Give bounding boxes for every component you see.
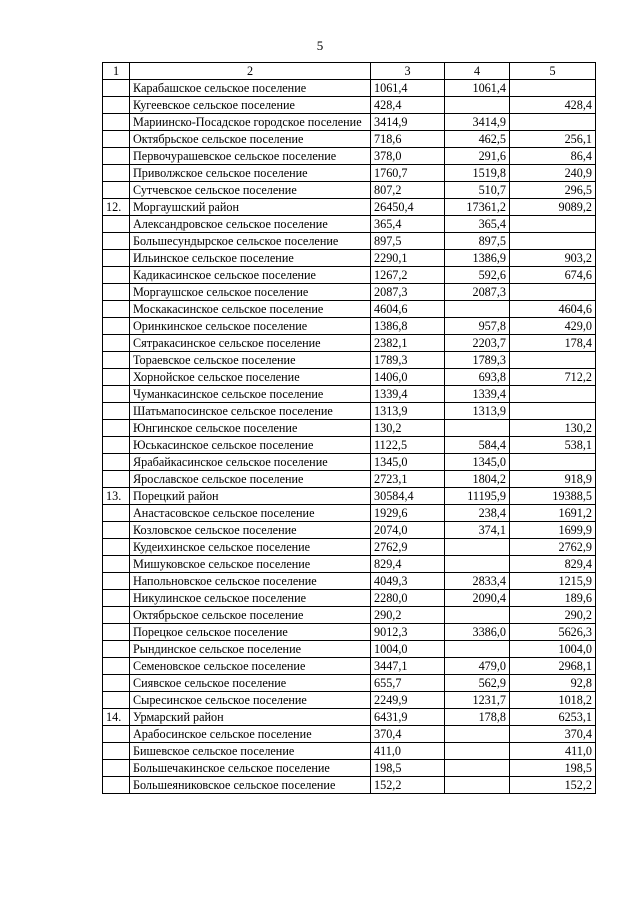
amount-col-5: 918,9 — [510, 471, 596, 488]
row-name: Карабашское сельское поселение — [130, 80, 371, 97]
row-name: Хорнойское сельское поселение — [130, 369, 371, 386]
table-row — [103, 522, 596, 539]
total-amount: 290,2 — [371, 607, 445, 624]
amount-col-4: 897,5 — [445, 233, 510, 250]
row-name: Порецкий район — [130, 488, 371, 505]
budget-table — [102, 62, 596, 794]
total-amount: 1267,2 — [371, 267, 445, 284]
amount-col-5: 296,5 — [510, 182, 596, 199]
amount-col-4 — [445, 301, 510, 318]
row-index: 14. — [103, 709, 130, 726]
table-row — [103, 760, 596, 777]
row-index — [103, 471, 130, 488]
table-row — [103, 216, 596, 233]
total-amount: 2074,0 — [371, 522, 445, 539]
amount-col-4: 1386,9 — [445, 250, 510, 267]
amount-col-5: 538,1 — [510, 437, 596, 454]
row-index — [103, 607, 130, 624]
table-row — [103, 590, 596, 607]
row-index — [103, 250, 130, 267]
amount-col-4: 17361,2 — [445, 199, 510, 216]
total-amount: 4049,3 — [371, 573, 445, 590]
row-index — [103, 743, 130, 760]
amount-col-4: 1345,0 — [445, 454, 510, 471]
amount-col-5: 189,6 — [510, 590, 596, 607]
total-amount: 1789,3 — [371, 352, 445, 369]
total-amount: 2249,9 — [371, 692, 445, 709]
column-number-row — [103, 63, 596, 80]
total-amount: 2762,9 — [371, 539, 445, 556]
total-amount: 655,7 — [371, 675, 445, 692]
row-index — [103, 114, 130, 131]
row-index: 13. — [103, 488, 130, 505]
row-name: Первочурашевское сельское поселение — [130, 148, 371, 165]
amount-col-4: 2203,7 — [445, 335, 510, 352]
row-index — [103, 522, 130, 539]
amount-col-4: 462,5 — [445, 131, 510, 148]
row-index: 12. — [103, 199, 130, 216]
row-index — [103, 777, 130, 794]
total-amount: 198,5 — [371, 760, 445, 777]
row-name: Ярабайкасинское сельское поселение — [130, 454, 371, 471]
table-row — [103, 420, 596, 437]
table-row — [103, 148, 596, 165]
amount-col-5: 2968,1 — [510, 658, 596, 675]
row-name: Рындинское сельское поселение — [130, 641, 371, 658]
amount-col-5: 92,8 — [510, 675, 596, 692]
amount-col-4: 693,8 — [445, 369, 510, 386]
amount-col-5 — [510, 114, 596, 131]
amount-col-5: 1691,2 — [510, 505, 596, 522]
table-row — [103, 641, 596, 658]
row-index — [103, 131, 130, 148]
amount-col-4 — [445, 539, 510, 556]
total-amount: 378,0 — [371, 148, 445, 165]
table-row — [103, 573, 596, 590]
table-row — [103, 624, 596, 641]
amount-col-4: 1804,2 — [445, 471, 510, 488]
amount-col-5: 290,2 — [510, 607, 596, 624]
amount-col-4 — [445, 420, 510, 437]
row-index — [103, 403, 130, 420]
amount-col-5: 198,5 — [510, 760, 596, 777]
amount-col-4: 374,1 — [445, 522, 510, 539]
amount-col-4 — [445, 607, 510, 624]
total-amount: 2723,1 — [371, 471, 445, 488]
amount-col-4 — [445, 777, 510, 794]
row-index — [103, 590, 130, 607]
amount-col-4: 291,6 — [445, 148, 510, 165]
amount-col-4 — [445, 760, 510, 777]
row-name: Моргаушский район — [130, 199, 371, 216]
row-name: Большесундырское сельское поселение — [130, 233, 371, 250]
table-row — [103, 471, 596, 488]
table-body — [103, 80, 596, 794]
amount-col-5: 2762,9 — [510, 539, 596, 556]
table-row — [103, 97, 596, 114]
total-amount: 1345,0 — [371, 454, 445, 471]
total-amount: 2280,0 — [371, 590, 445, 607]
row-index — [103, 505, 130, 522]
row-name: Бишевское сельское поселение — [130, 743, 371, 760]
table-row — [103, 675, 596, 692]
amount-col-4: 238,4 — [445, 505, 510, 522]
table-row — [103, 199, 596, 216]
amount-col-5: 370,4 — [510, 726, 596, 743]
table-row — [103, 403, 596, 420]
total-amount: 370,4 — [371, 726, 445, 743]
row-index — [103, 539, 130, 556]
amount-col-5 — [510, 454, 596, 471]
row-index — [103, 80, 130, 97]
total-amount: 30584,4 — [371, 488, 445, 505]
amount-col-4 — [445, 743, 510, 760]
amount-col-4: 2087,3 — [445, 284, 510, 301]
row-name: Юськасинское сельское поселение — [130, 437, 371, 454]
page-number: 5 — [316, 38, 324, 53]
row-name: Ильинское сельское поселение — [130, 250, 371, 267]
row-name: Приволжское сельское поселение — [130, 165, 371, 182]
total-amount: 2382,1 — [371, 335, 445, 352]
row-name: Анастасовское сельское поселение — [130, 505, 371, 522]
amount-col-4: 1061,4 — [445, 80, 510, 97]
column-number-5: 5 — [510, 63, 596, 80]
row-name: Оринкинское сельское поселение — [130, 318, 371, 335]
total-amount: 2290,1 — [371, 250, 445, 267]
amount-col-5: 1699,9 — [510, 522, 596, 539]
row-name: Сутчевское сельское поселение — [130, 182, 371, 199]
row-name: Большечакинское сельское поселение — [130, 760, 371, 777]
amount-col-5: 6253,1 — [510, 709, 596, 726]
amount-col-4: 2090,4 — [445, 590, 510, 607]
table-row — [103, 607, 596, 624]
table-row — [103, 709, 596, 726]
amount-col-5: 674,6 — [510, 267, 596, 284]
row-index — [103, 658, 130, 675]
row-index — [103, 760, 130, 777]
total-amount: 2087,3 — [371, 284, 445, 301]
table-row — [103, 437, 596, 454]
amount-col-5 — [510, 233, 596, 250]
total-amount: 26450,4 — [371, 199, 445, 216]
column-number-4: 4 — [445, 63, 510, 80]
row-index — [103, 454, 130, 471]
amount-col-4 — [445, 641, 510, 658]
total-amount: 1929,6 — [371, 505, 445, 522]
table-row — [103, 267, 596, 284]
table-row — [103, 743, 596, 760]
table-row — [103, 352, 596, 369]
table-row — [103, 726, 596, 743]
amount-col-5: 86,4 — [510, 148, 596, 165]
amount-col-5: 903,2 — [510, 250, 596, 267]
amount-col-4: 3414,9 — [445, 114, 510, 131]
amount-col-4: 1339,4 — [445, 386, 510, 403]
amount-col-4: 3386,0 — [445, 624, 510, 641]
row-name: Сятракасинское сельское поселение — [130, 335, 371, 352]
table-row — [103, 165, 596, 182]
row-index — [103, 182, 130, 199]
table-row — [103, 539, 596, 556]
amount-col-4: 365,4 — [445, 216, 510, 233]
row-name: Москакасинское сельское поселение — [130, 301, 371, 318]
row-name: Мариинско-Посадское городское поселение — [130, 114, 371, 131]
amount-col-4: 178,8 — [445, 709, 510, 726]
row-name: Александровское сельское поселение — [130, 216, 371, 233]
row-index — [103, 267, 130, 284]
amount-col-4 — [445, 556, 510, 573]
row-index — [103, 301, 130, 318]
row-name: Чуманкасинское сельское поселение — [130, 386, 371, 403]
table-row — [103, 658, 596, 675]
row-name: Семеновское сельское поселение — [130, 658, 371, 675]
total-amount: 428,4 — [371, 97, 445, 114]
table-row — [103, 692, 596, 709]
total-amount: 411,0 — [371, 743, 445, 760]
table-row — [103, 386, 596, 403]
amount-col-4: 1519,8 — [445, 165, 510, 182]
row-name: Тораевское сельское поселение — [130, 352, 371, 369]
total-amount: 3447,1 — [371, 658, 445, 675]
row-index — [103, 624, 130, 641]
column-number-3: 3 — [371, 63, 445, 80]
row-name: Порецкое сельское поселение — [130, 624, 371, 641]
table-row — [103, 250, 596, 267]
amount-col-5: 1018,2 — [510, 692, 596, 709]
total-amount: 4604,6 — [371, 301, 445, 318]
amount-col-5 — [510, 80, 596, 97]
amount-col-5: 9089,2 — [510, 199, 596, 216]
total-amount: 1406,0 — [371, 369, 445, 386]
table-row — [103, 80, 596, 97]
amount-col-5 — [510, 216, 596, 233]
table-row — [103, 131, 596, 148]
amount-col-5: 1215,9 — [510, 573, 596, 590]
table-row — [103, 369, 596, 386]
total-amount: 152,2 — [371, 777, 445, 794]
amount-col-5: 152,2 — [510, 777, 596, 794]
row-index — [103, 318, 130, 335]
amount-col-5: 429,0 — [510, 318, 596, 335]
total-amount: 130,2 — [371, 420, 445, 437]
row-index — [103, 386, 130, 403]
table-row — [103, 777, 596, 794]
amount-col-5: 5626,3 — [510, 624, 596, 641]
total-amount: 718,6 — [371, 131, 445, 148]
amount-col-4: 584,4 — [445, 437, 510, 454]
row-index — [103, 97, 130, 114]
row-name: Октябрьское сельское поселение — [130, 131, 371, 148]
row-index — [103, 369, 130, 386]
amount-col-5: 240,9 — [510, 165, 596, 182]
total-amount: 807,2 — [371, 182, 445, 199]
row-name: Козловское сельское поселение — [130, 522, 371, 539]
total-amount: 1339,4 — [371, 386, 445, 403]
total-amount: 897,5 — [371, 233, 445, 250]
amount-col-5: 19388,5 — [510, 488, 596, 505]
amount-col-4: 1231,7 — [445, 692, 510, 709]
row-index — [103, 641, 130, 658]
amount-col-5 — [510, 284, 596, 301]
total-amount: 9012,3 — [371, 624, 445, 641]
table-row — [103, 318, 596, 335]
row-index — [103, 573, 130, 590]
amount-col-5: 256,1 — [510, 131, 596, 148]
total-amount: 1122,5 — [371, 437, 445, 454]
table-row — [103, 114, 596, 131]
amount-col-4: 592,6 — [445, 267, 510, 284]
total-amount: 829,4 — [371, 556, 445, 573]
row-name: Кудеихинское сельское поселение — [130, 539, 371, 556]
row-index — [103, 165, 130, 182]
row-index — [103, 437, 130, 454]
row-name: Сыресинское сельское поселение — [130, 692, 371, 709]
amount-col-4: 957,8 — [445, 318, 510, 335]
amount-col-5: 829,4 — [510, 556, 596, 573]
row-name: Урмарский район — [130, 709, 371, 726]
amount-col-4: 562,9 — [445, 675, 510, 692]
amount-col-4: 2833,4 — [445, 573, 510, 590]
table-row — [103, 301, 596, 318]
amount-col-4: 510,7 — [445, 182, 510, 199]
total-amount: 1386,8 — [371, 318, 445, 335]
amount-col-5: 1004,0 — [510, 641, 596, 658]
row-index — [103, 216, 130, 233]
row-index — [103, 148, 130, 165]
row-index — [103, 352, 130, 369]
total-amount: 3414,9 — [371, 114, 445, 131]
total-amount: 1004,0 — [371, 641, 445, 658]
row-name: Напольновское сельское поселение — [130, 573, 371, 590]
column-number-1: 1 — [103, 63, 130, 80]
row-index — [103, 420, 130, 437]
amount-col-5: 712,2 — [510, 369, 596, 386]
amount-col-5 — [510, 386, 596, 403]
total-amount: 6431,9 — [371, 709, 445, 726]
amount-col-4: 11195,9 — [445, 488, 510, 505]
row-name: Сиявское сельское поселение — [130, 675, 371, 692]
row-index — [103, 692, 130, 709]
row-index — [103, 335, 130, 352]
amount-col-5: 178,4 — [510, 335, 596, 352]
row-name: Ярославское сельское поселение — [130, 471, 371, 488]
amount-col-4: 1789,3 — [445, 352, 510, 369]
row-name: Никулинское сельское поселение — [130, 590, 371, 607]
table-row — [103, 233, 596, 250]
column-number-2: 2 — [130, 63, 371, 80]
amount-col-4: 479,0 — [445, 658, 510, 675]
row-name: Арабосинское сельское поселение — [130, 726, 371, 743]
row-name: Мишуковское сельское поселение — [130, 556, 371, 573]
amount-col-5: 4604,6 — [510, 301, 596, 318]
amount-col-5: 428,4 — [510, 97, 596, 114]
row-index — [103, 556, 130, 573]
amount-col-4: 1313,9 — [445, 403, 510, 420]
row-index — [103, 726, 130, 743]
table-row — [103, 505, 596, 522]
row-index — [103, 233, 130, 250]
row-name: Кугеевское сельское поселение — [130, 97, 371, 114]
table-row — [103, 488, 596, 505]
row-name: Юнгинское сельское поселение — [130, 420, 371, 437]
row-name: Моргаушское сельское поселение — [130, 284, 371, 301]
amount-col-4 — [445, 726, 510, 743]
amount-col-5 — [510, 352, 596, 369]
amount-col-5: 130,2 — [510, 420, 596, 437]
row-name: Шатьмапосинское сельское поселение — [130, 403, 371, 420]
row-index — [103, 284, 130, 301]
row-index — [103, 675, 130, 692]
table-row — [103, 454, 596, 471]
table-row — [103, 335, 596, 352]
total-amount: 365,4 — [371, 216, 445, 233]
amount-col-5 — [510, 403, 596, 420]
row-name: Большеяниковское сельское поселение — [130, 777, 371, 794]
table-row — [103, 556, 596, 573]
amount-col-4 — [445, 97, 510, 114]
amount-col-5: 411,0 — [510, 743, 596, 760]
total-amount: 1061,4 — [371, 80, 445, 97]
total-amount: 1760,7 — [371, 165, 445, 182]
row-name: Октябрьское сельское поселение — [130, 607, 371, 624]
table-row — [103, 182, 596, 199]
total-amount: 1313,9 — [371, 403, 445, 420]
row-name: Кадикасинское сельское поселение — [130, 267, 371, 284]
table-row — [103, 284, 596, 301]
